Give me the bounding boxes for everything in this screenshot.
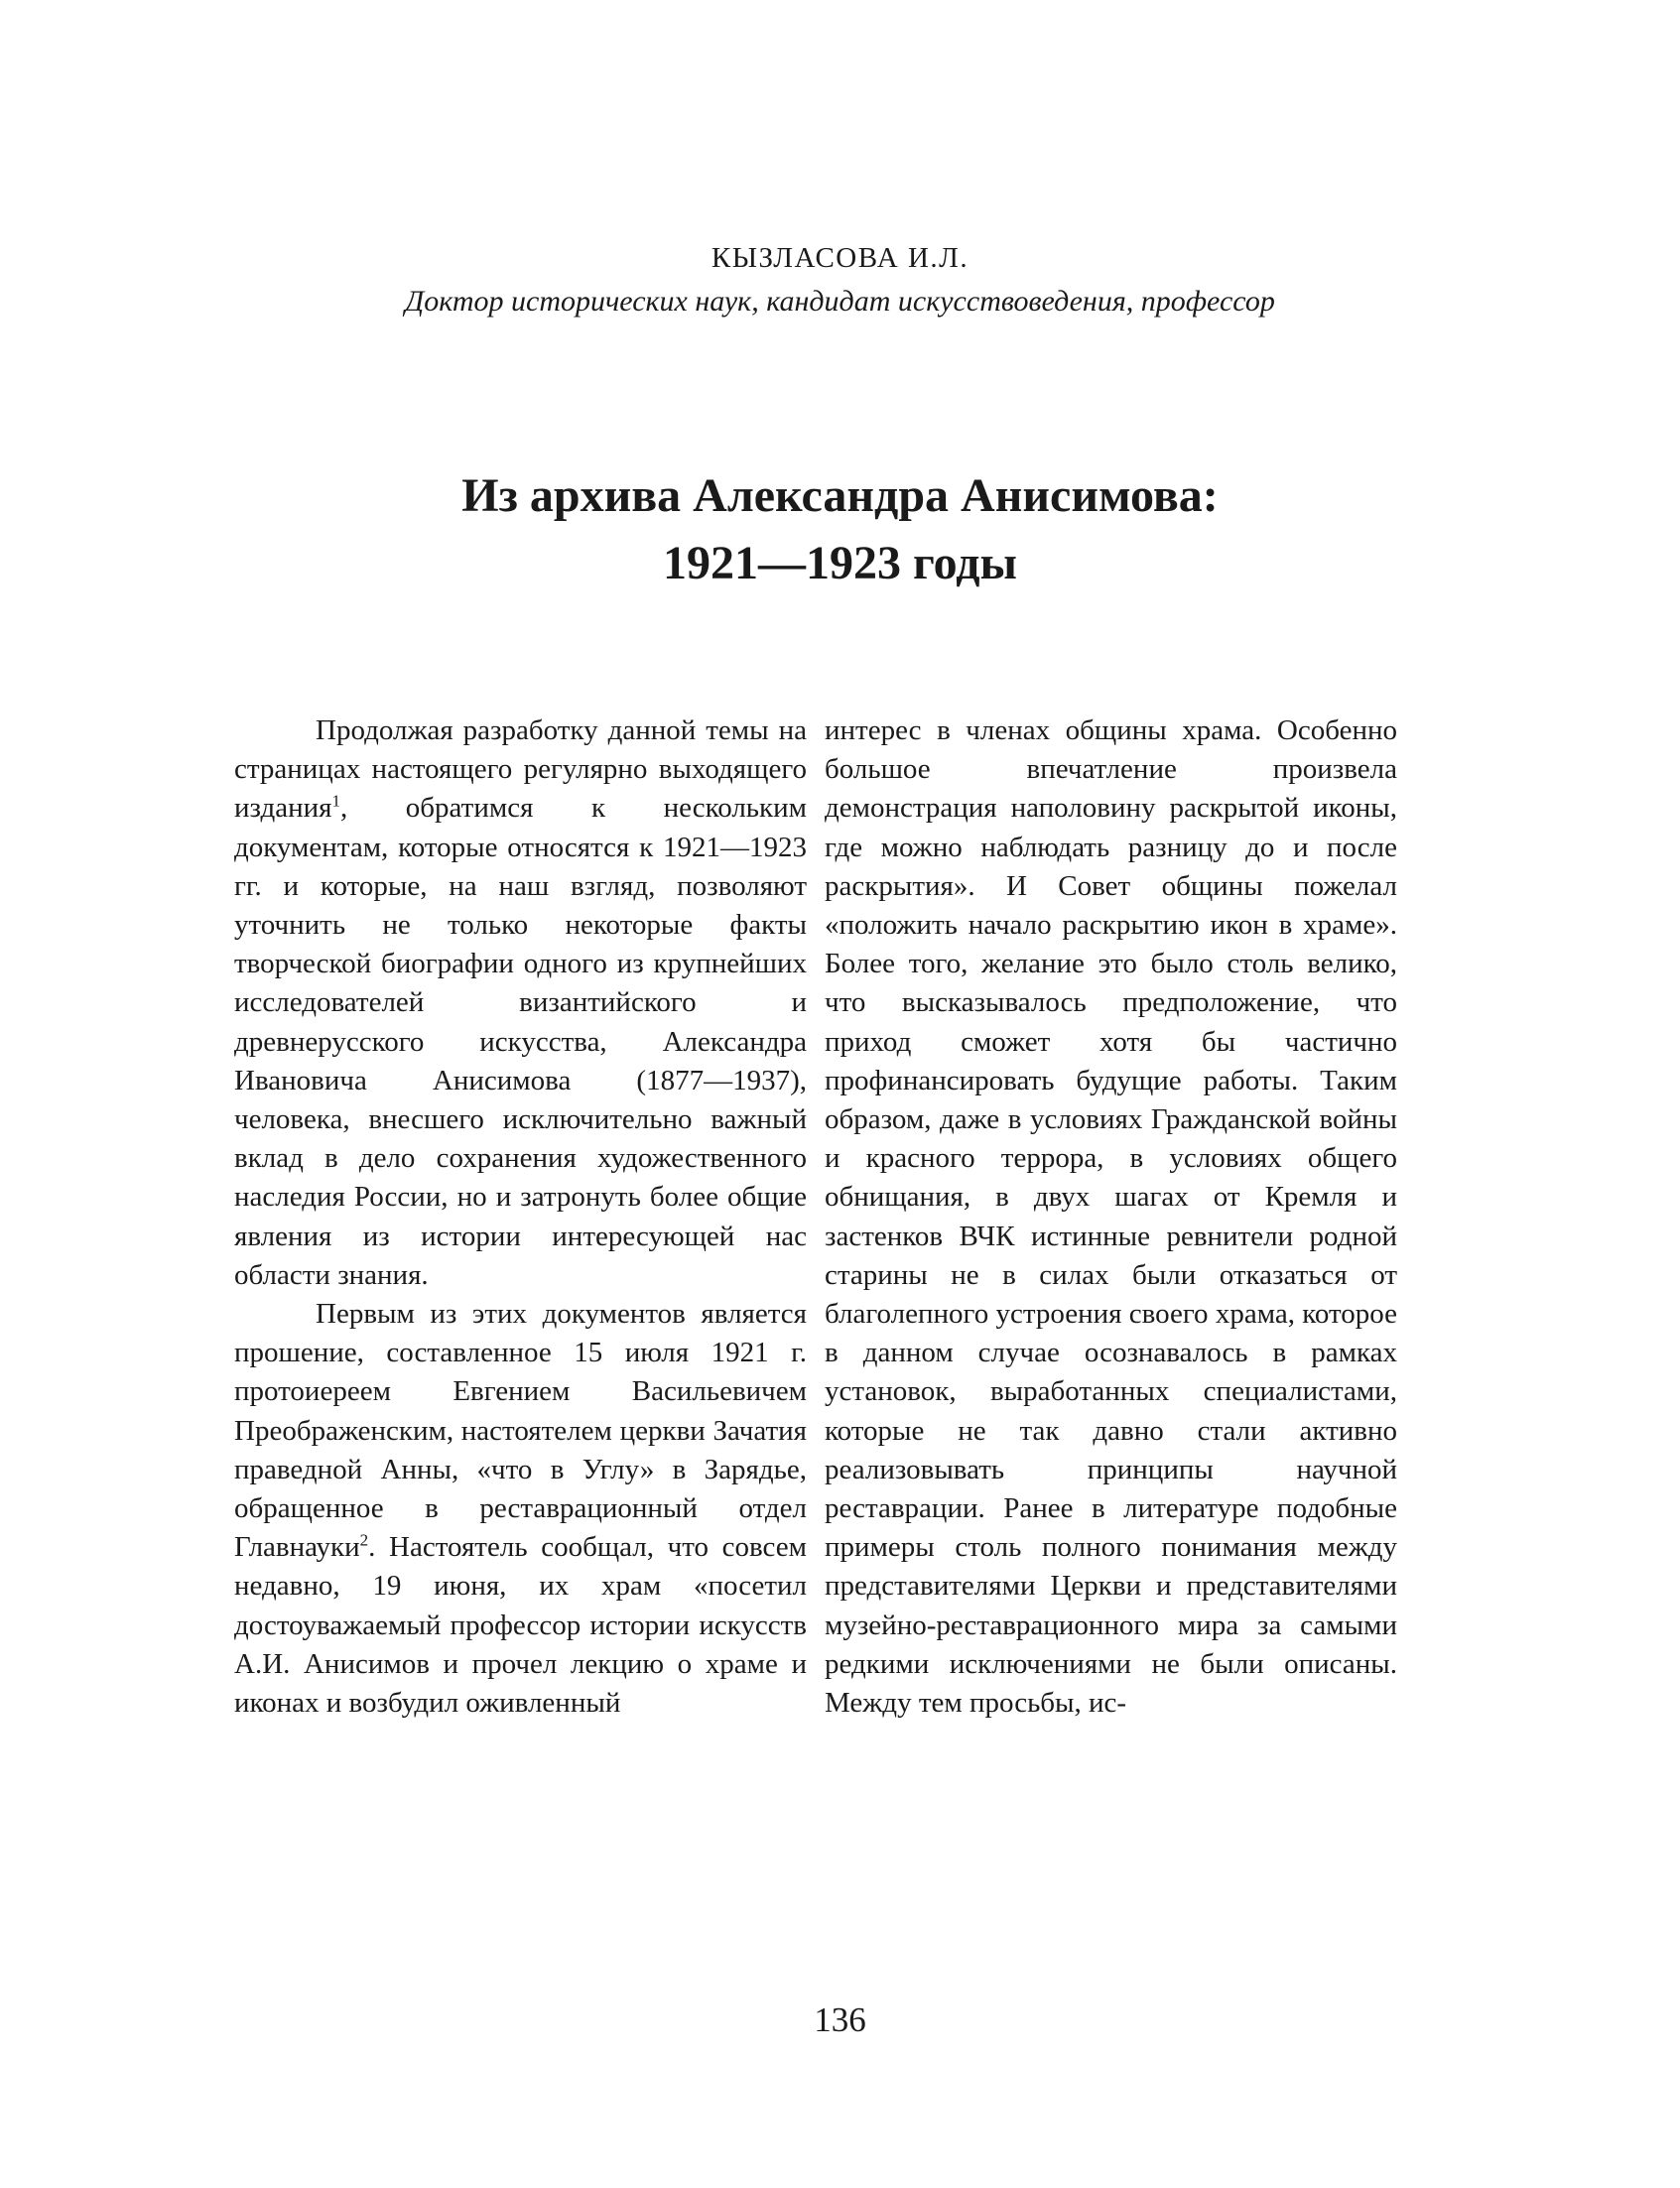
author-block [0, 236, 1680, 323]
article-title-line2: 1921—1923 годы [663, 537, 1017, 589]
author-name: КЫЗЛАСОВА И.Л. [711, 242, 969, 274]
paragraph-2-continued: интерес в членах общины храма. Особенно большое впечатление произвела демонстрация наполовину раскрытой иконы, где можно наблюдать разницу до и после раскрытия». И Совет общины пожелал «положить начало раскрытию икон в храме». Более того, желание это было столь велико, что высказывалось предположение, что приход сможет хотя бы частично профинансировать будущие работы. Таким образом, даже в условиях Гражданской войны и красного террора, в условиях общего обнищания, в двух шагах от Кремля и застенков ВЧК истинные ревнители родной старины не в силах были отказаться от благолепного устроения своего храма, которое в данном случае осознавалось в рамках установок, выработанных специалистами, которые не так давно стали активно реализовывать принципы научной реставрации. Ранее в литературе подобные примеры столь полного понимания между представителями Церкви и представителями музейно-реставрационного мира за самыми редкими исключениями не были описаны. Между тем просьбы, ис- [825, 714, 1397, 1720]
text-column-right [825, 711, 1397, 1723]
paragraph-2 [234, 1295, 807, 1723]
paragraph-2-text-b: . Настоятель сообщал, что совсем недавно, 19 июня, их храм «посетил достоуважаемый профессор истории искусств А.И. Анисимов и прочел лекцию о храме и иконах и возбудил оживленный [234, 1531, 807, 1720]
author-title: Доктор исторических наук, кандидат искусствоведения, профессор [405, 285, 1275, 318]
paragraph-2-text-a: Первым из этих документов является прошение, составленное 15 июля 1921 г. протоиереем Евгением Васильевичем Преображенским, настоятелем церкви Зачатия праведной Анны, «что в Углу» в Зарядье, обращенное в реставрационный отдел Главнауки [234, 1298, 807, 1564]
paragraph-1 [234, 711, 807, 1295]
footnote-ref-2: 2 [359, 1530, 369, 1550]
page-number: 136 [814, 2000, 866, 2039]
paragraph-1-text-a: Продолжая разработку данной темы на страницах настоящего регулярно выходящего издания [234, 714, 807, 825]
article-title [0, 462, 1680, 597]
text-column-left [234, 711, 807, 1723]
article-title-line1: Из архива Александра Анисимова: [461, 469, 1219, 522]
paragraph-1-text-b: , обратимся к нескольким документам, которые относятся к 1921—1923 гг. и которые, на наш взгляд, позволяют уточнить не только некоторые факты творческой биографии одного из крупнейших исследователей византийского и древнерусского искусства, Александра Ивановича Анисимова (1877—1937), человека, внесшего исключительно важный вклад в дело сохранения художественного наследия России, но и затронуть более общие явления из истории интересующей нас области знания. [234, 792, 807, 1291]
footnote-ref-1: 1 [331, 791, 340, 811]
